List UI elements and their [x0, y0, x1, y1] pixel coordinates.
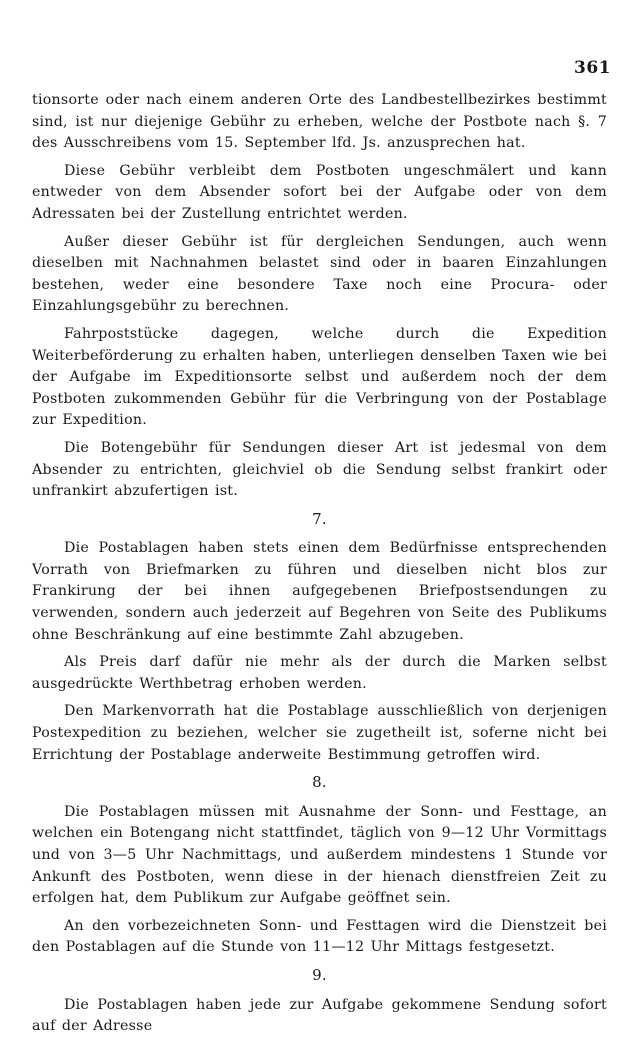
section-heading-9: 9.	[312, 965, 327, 984]
page-body	[32, 90, 607, 1044]
paragraph-opening-hours: Die Postablagen müssen mit Ausnahme der Sonn- und Festtage, an welchen ein Botengang nicht stattfindet, täglich von 9—12 Uhr Vormittags und von 3—5 Uhr Nachmittags, und außerdem mindestens 1 Stunde vor Ankunft des Postboten, wenn diese in der hienach dienstfreien Zeit zu erfolgen hat, dem Publikum zur Aufgabe geöffnet sein.	[32, 803, 607, 907]
paragraph-stamps-supply: Die Postablagen haben stets einen dem Bedürfnisse entsprechenden Vorrath von Briefmarken zu führen und dieselben nicht blos zur Frankirung der bei ihnen aufgegebenen Briefpostsendungen zu verwenden, sondern auch jederzeit auf Begehren von Seite des Publikums ohne Beschränkung auf eine bestimmte Zahl abzugeben.	[32, 540, 607, 643]
paragraph-fee-retention: Diese Gebühr verbleibt dem Postboten ungeschmälert und kann entweder von dem Absender sofort bei der Aufgabe oder von dem Adressaten bei der Zustellung entrichtet werden.	[32, 162, 607, 222]
paragraph-messenger-fee: Die Botengebühr für Sendungen dieser Art ist jedesmal von dem Absender zu entrichten, gleichviel ob die Sendung selbst frankirt oder unfrankirt abzufertigen ist.	[32, 439, 607, 500]
paragraph-parcel-charges: Fahrpoststücke dagegen, welche durch die Expedition Weiterbeförderung zu erhalten haben, unterliegen denselben Taxen wie bei der Aufgabe im Expeditionsorte selbst und außerdem noch der dem Postboten zukommenden Gebühr für die Verbringung von der Postablage zur Expedition.	[32, 325, 607, 429]
paragraph-stamps-source: Den Markenvorrath hat die Postablage ausschließlich von derjenigen Postexpedition zu beziehen, welcher sie zugetheilt ist, soferne nicht bei Errichtung der Postablage anderweite Bestimmung getroffen wird.	[32, 703, 607, 763]
section-heading-8: 8.	[312, 773, 327, 792]
paragraph-dispatch: Die Postablagen haben jede zur Aufgabe gekommene Sendung sofort auf der Adresse	[32, 996, 607, 1035]
page-number: 361	[574, 58, 611, 78]
paragraph-holiday-hours: An den vorbezeichneten Sonn- und Festtagen wird die Dienstzeit bei den Postablagen auf die Stunde von 11—12 Uhr Mittags festgesetzt.	[32, 917, 607, 956]
paragraph-stamps-price: Als Preis darf dafür nie mehr als der durch die Marken selbst ausgedrückte Werthbetrag erhoben werden.	[32, 654, 607, 692]
section-heading-7: 7.	[312, 509, 327, 528]
paragraph-continuation: tionsorte oder nach einem anderen Orte des Landbestellbezirkes bestimmt sind, ist nur diejenige Gebühr zu erheben, welche der Postbote nach §. 7 des Ausschreibens vom 15. September lfd. Js. anzusprechen hat.	[32, 92, 607, 152]
paragraph-no-extra-fees: Außer dieser Gebühr ist für dergleichen Sendungen, auch wenn dieselben mit Nachnahmen belastet sind oder in baaren Einzahlungen bestehen, weder eine besondere Taxe noch eine Procura- oder Einzahlungsgebühr zu berechnen.	[32, 233, 607, 315]
